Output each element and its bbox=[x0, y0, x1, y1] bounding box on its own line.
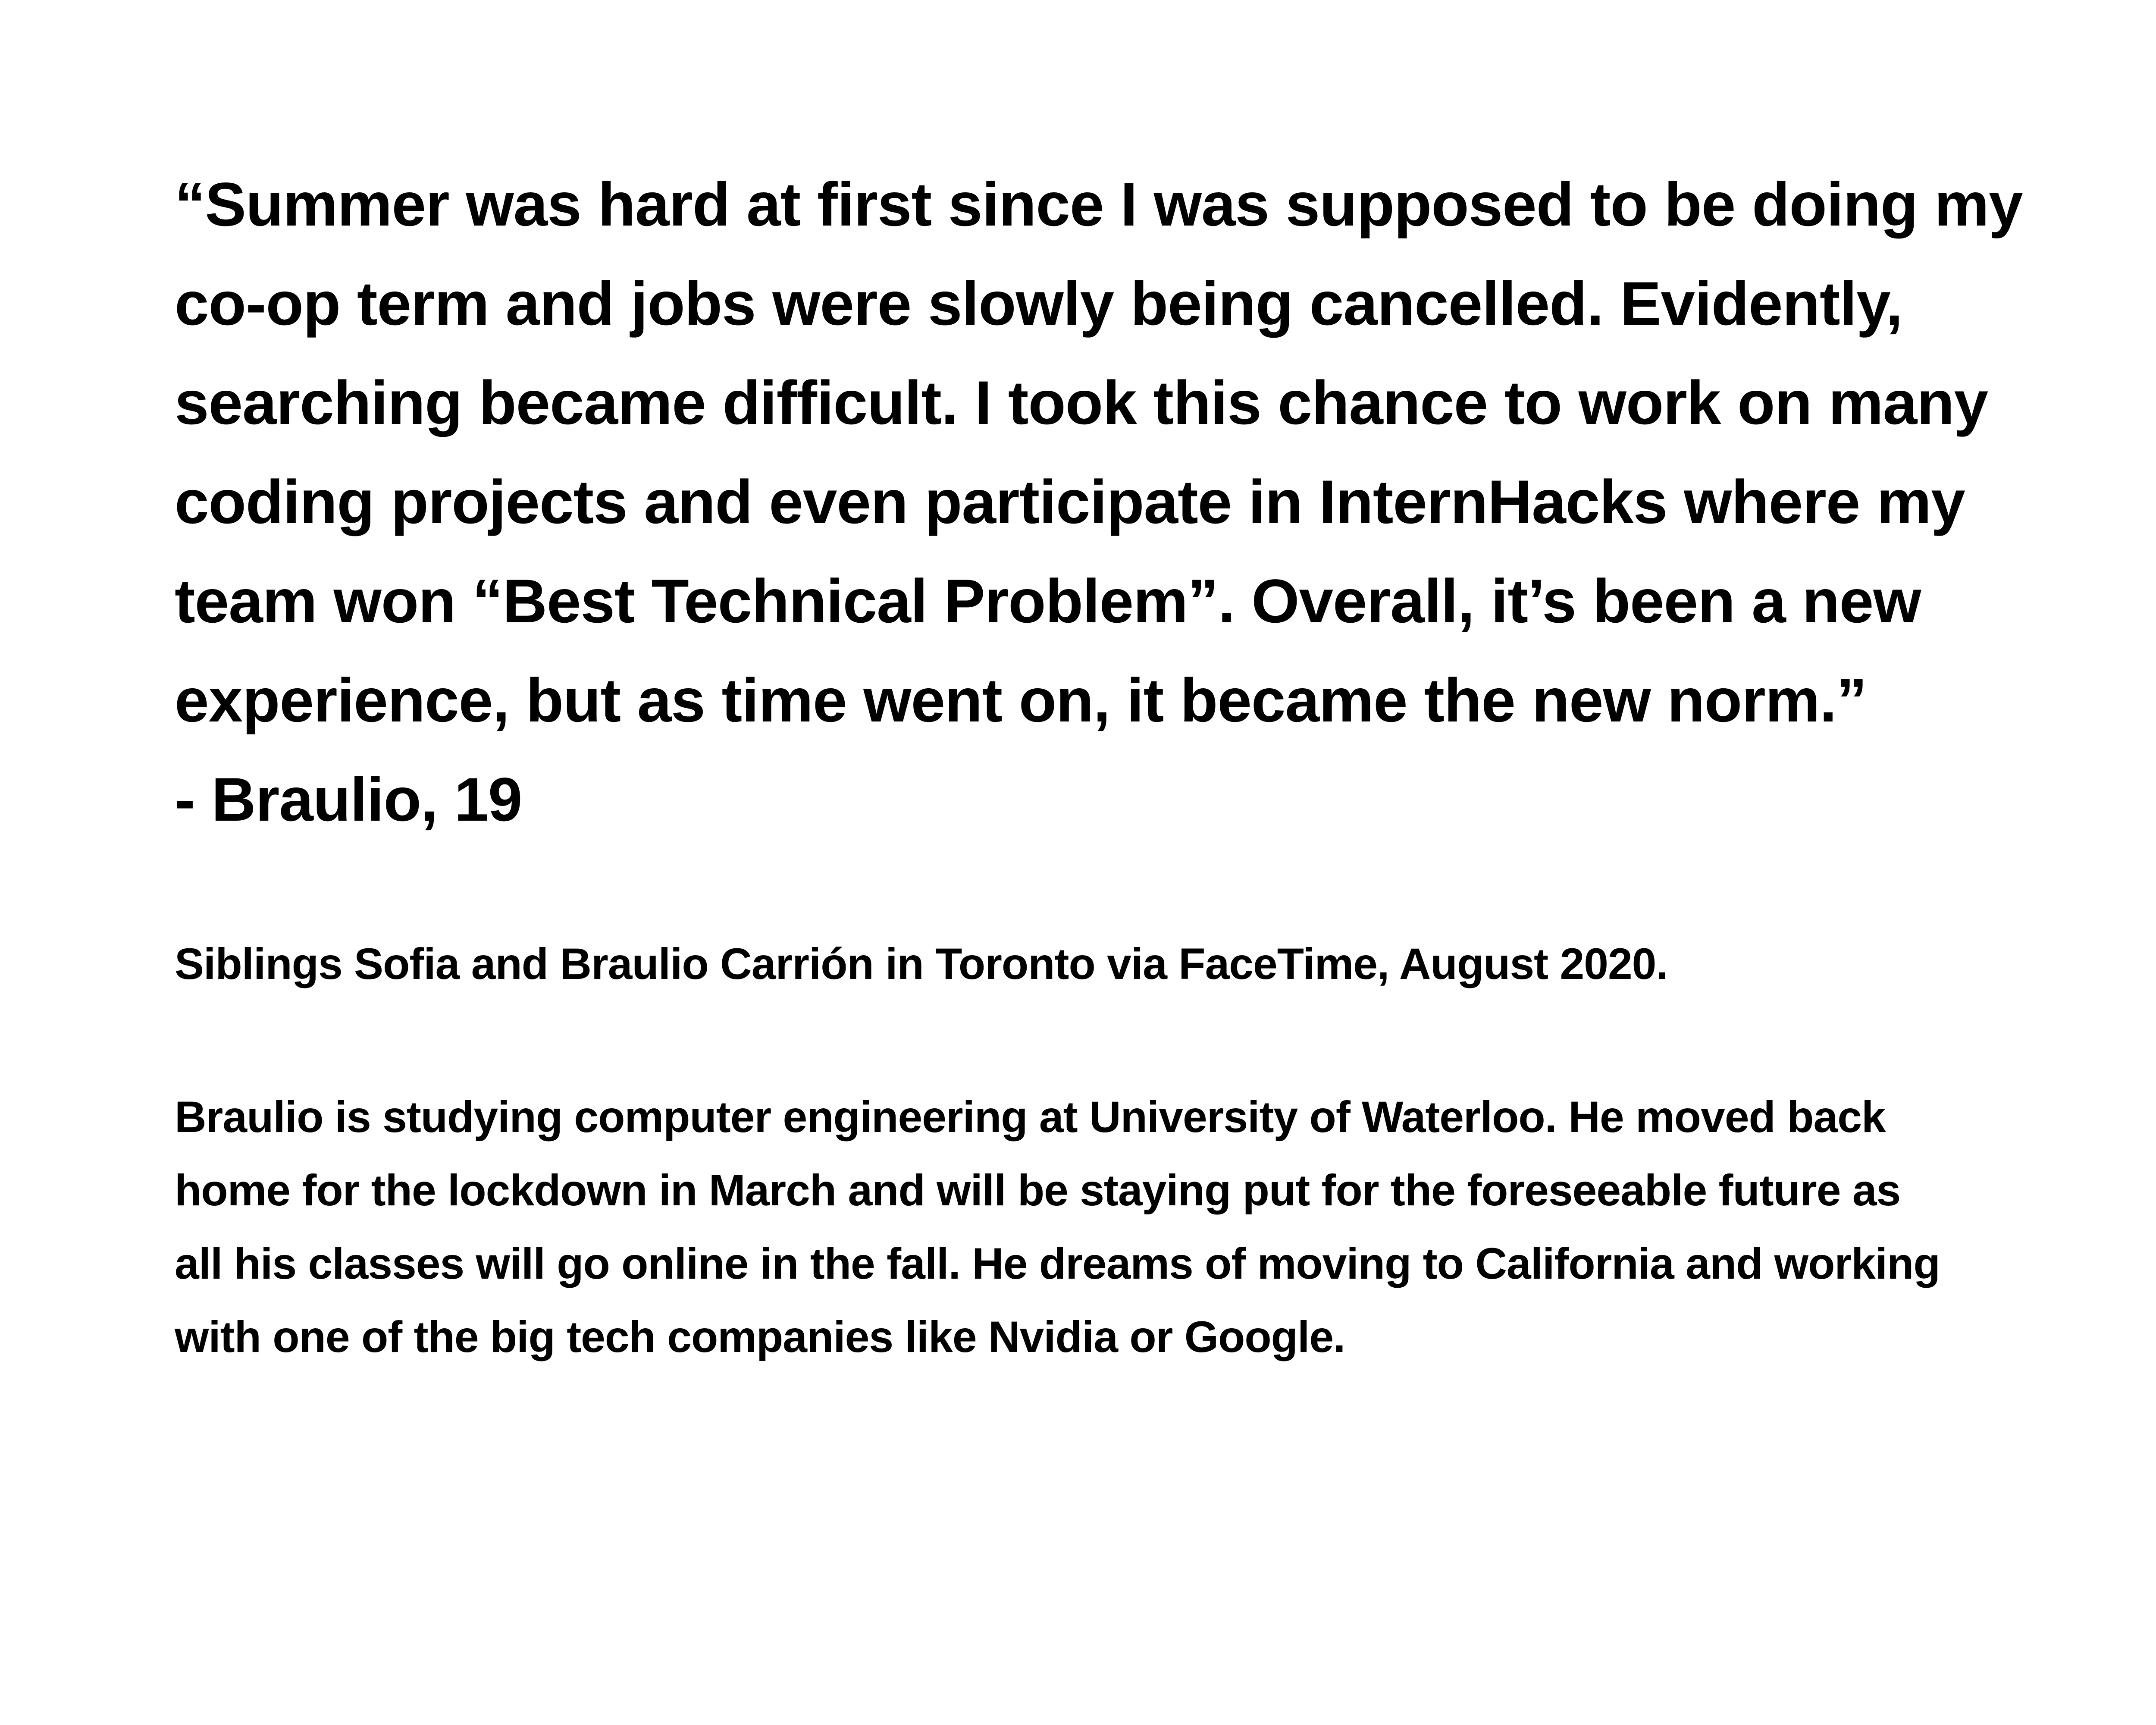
quote-line: coding projects and even participate in InternHacks where my bbox=[175, 468, 1965, 536]
quote-line: co-op term and jobs were slowly being cancelled. Evidently, bbox=[175, 270, 1902, 338]
quote-line: searching became difficult. I took this chance to work on many bbox=[175, 369, 1988, 437]
quote-block bbox=[175, 155, 2156, 850]
photo-caption: Siblings Sofia and Braulio Carrión in Toronto via FaceTime, August 2020. bbox=[175, 939, 1668, 988]
bio-line: all his classes will go online in the fall. He dreams of moving to California and working bbox=[175, 1239, 1940, 1288]
quote-line: “Summer was hard at first since I was supposed to be doing my bbox=[175, 170, 2023, 239]
bio-paragraph bbox=[175, 1080, 2156, 1374]
bio-line: with one of the big tech companies like Nvidia or Google. bbox=[175, 1312, 1345, 1361]
quote-line: experience, but as time went on, it became the new norm.” bbox=[175, 666, 1867, 735]
bio-line: Braulio is studying computer engineering at University of Waterloo. He moved back bbox=[175, 1092, 1886, 1142]
quote-line: team won “Best Technical Problem”. Overall, it’s been a new bbox=[175, 567, 1921, 636]
quote-attribution: - Braulio, 19 bbox=[175, 765, 522, 834]
bio-line: home for the lockdown in March and will be staying put for the foreseeable future as bbox=[175, 1166, 1901, 1215]
